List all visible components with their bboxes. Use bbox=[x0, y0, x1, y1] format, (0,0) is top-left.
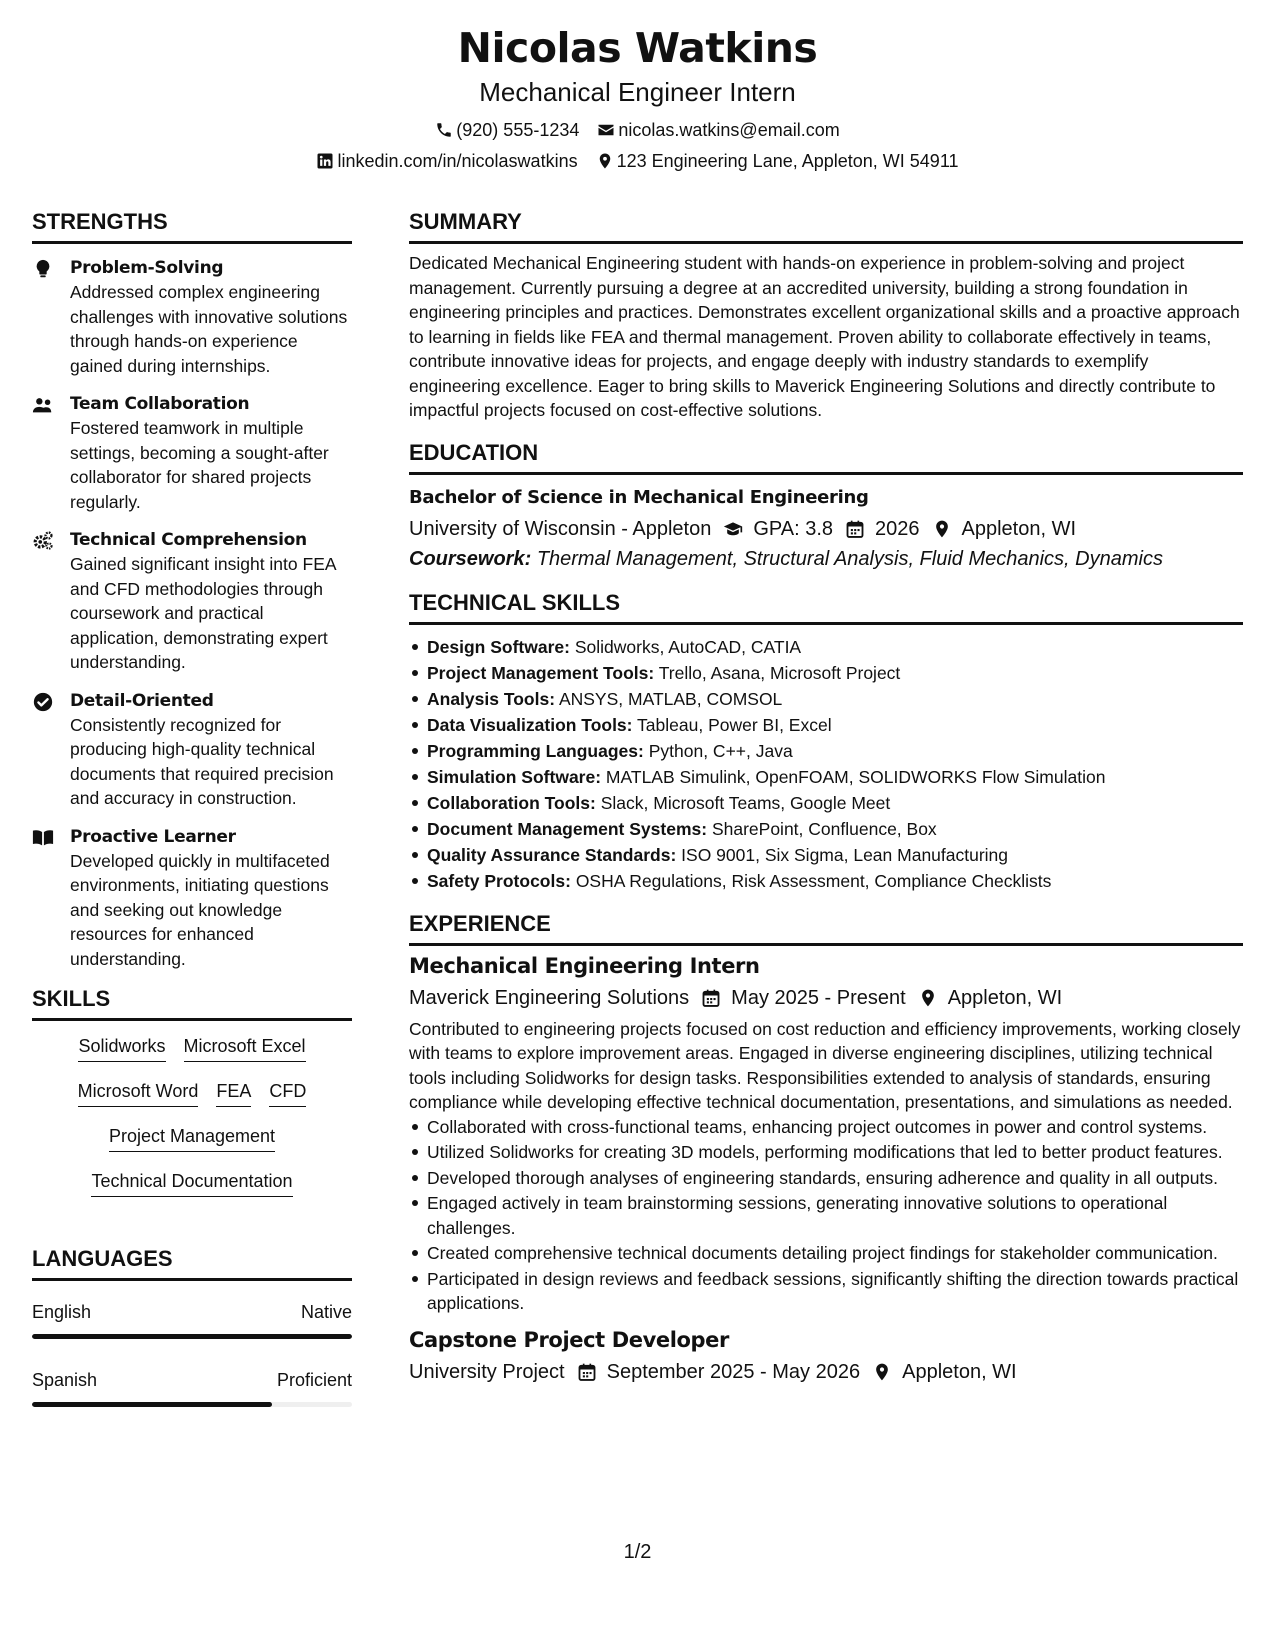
strength-item bbox=[32, 392, 352, 514]
skill-tag: Microsoft Excel bbox=[184, 1035, 306, 1062]
language-level-fill bbox=[32, 1402, 272, 1407]
list-item bbox=[409, 790, 1243, 816]
list-item: Engaged actively in team brainstorming sessions, generating innovative solutions to operational challenges. bbox=[409, 1191, 1243, 1240]
coursework-label: Coursework: bbox=[409, 547, 532, 570]
skills-heading: SKILLS bbox=[32, 985, 352, 1021]
strength-desc: Developed quickly in multifaceted environments, initiating questions and seeking out knowledge resources for enhanced understanding. bbox=[70, 850, 330, 969]
linkedin-text[interactable]: linkedin.com/in/nicolaswatkins bbox=[337, 151, 578, 171]
email-contact[interactable] bbox=[597, 119, 839, 141]
skill-category: Programming Languages: bbox=[427, 740, 644, 761]
address-text: 123 Engineering Lane, Appleton, WI 54911 bbox=[616, 151, 959, 171]
strength-title: Team Collaboration bbox=[70, 394, 250, 414]
skills-section bbox=[32, 985, 352, 1197]
summary-section bbox=[409, 208, 1243, 423]
skill-tag: Technical Documentation bbox=[91, 1170, 292, 1197]
language-level-bar bbox=[32, 1334, 352, 1339]
address-contact bbox=[596, 150, 959, 172]
education-meta bbox=[409, 515, 1243, 543]
skill-category: Project Management Tools: bbox=[427, 662, 655, 683]
skill-tag: Project Management bbox=[109, 1125, 275, 1152]
skill-category: Safety Protocols: bbox=[427, 870, 571, 891]
list-item bbox=[409, 712, 1243, 738]
skill-values: Python, C++, Java bbox=[648, 740, 793, 761]
skill-tag: Solidworks bbox=[78, 1035, 165, 1062]
language-level: Native bbox=[300, 1302, 352, 1322]
skill-values: MATLAB Simulink, OpenFOAM, SOLIDWORKS Flow Simulation bbox=[605, 766, 1106, 787]
contact-row-2 bbox=[0, 150, 1275, 172]
list-item: Utilized Solidworks for creating 3D models, performing modifications that led to better product features. bbox=[409, 1140, 1243, 1165]
resume-header bbox=[0, 22, 1275, 172]
skill-values: Solidworks, AutoCAD, CATIA bbox=[574, 636, 802, 657]
skill-values: SharePoint, Confluence, Box bbox=[711, 818, 937, 839]
skill-values: ANSYS, MATLAB, COMSOL bbox=[558, 688, 783, 709]
education-section bbox=[409, 439, 1243, 573]
list-item: Collaborated with cross-functional teams, enhancing project outcomes in power and control systems. bbox=[409, 1115, 1243, 1140]
linkedin-icon bbox=[316, 152, 334, 170]
job-location: Appleton, WI bbox=[947, 986, 1063, 1009]
job-bullets bbox=[409, 1115, 1243, 1316]
list-item: Created comprehensive technical documents detailing project findings for stakeholder communication. bbox=[409, 1241, 1243, 1266]
calendar-icon bbox=[577, 1362, 597, 1382]
list-item bbox=[409, 816, 1243, 842]
degree: Bachelor of Science in Mechanical Engineering bbox=[409, 486, 869, 508]
technical-skills-section bbox=[409, 589, 1243, 894]
graduation-cap-icon bbox=[723, 519, 743, 539]
gears-icon bbox=[32, 530, 54, 552]
graduation-year: 2026 bbox=[875, 517, 920, 540]
email-text[interactable]: nicolas.watkins@email.com bbox=[618, 120, 840, 140]
skill-category: Simulation Software: bbox=[427, 766, 602, 787]
technical-skills-list bbox=[409, 634, 1243, 894]
strength-item bbox=[32, 689, 352, 811]
map-pin-icon bbox=[918, 988, 938, 1008]
job-dates: May 2025 - Present bbox=[731, 986, 906, 1009]
contact-row-1 bbox=[0, 119, 1275, 141]
skill-values: Slack, Microsoft Teams, Google Meet bbox=[600, 792, 891, 813]
map-pin-icon bbox=[872, 1362, 892, 1382]
list-item bbox=[409, 660, 1243, 686]
language-item bbox=[32, 1369, 352, 1407]
summary-text: Dedicated Mechanical Engineering student with hands-on experience in problem-solving and project management. Currently pursuing a degree at an accredited university, building a strong foundation in engineering principles and practices. Demonstrates excellent organizational skills and a proactive approach to learning in fields like FEA and thermal management. Proven ability to collaborate effectively in teams, contribute innovative ideas for projects, and engage deeply with industry standards to exemplify engineering excellence. Eager to bring skills to Maverick Engineering Solutions and directly contribute to impactful projects focused on cost-effective solutions. bbox=[409, 253, 1240, 420]
list-item bbox=[409, 868, 1243, 894]
skill-tag: CFD bbox=[269, 1080, 306, 1107]
coursework-list: Thermal Management, Structural Analysis, Fluid Mechanics, Dynamics bbox=[536, 547, 1163, 570]
skill-values: ISO 9001, Six Sigma, Lean Manufacturing bbox=[681, 844, 1009, 865]
company-name: University Project bbox=[409, 1360, 565, 1383]
skill-category: Analysis Tools: bbox=[427, 688, 556, 709]
skill-category: Document Management Systems: bbox=[427, 818, 708, 839]
skill-category: Collaboration Tools: bbox=[427, 792, 596, 813]
phone-contact bbox=[435, 119, 579, 141]
experience-section bbox=[409, 910, 1243, 1386]
list-item bbox=[409, 634, 1243, 660]
strengths-heading: STRENGTHS bbox=[32, 208, 352, 244]
candidate-name: Nicolas Watkins bbox=[457, 24, 818, 72]
job-title: Capstone Project Developer bbox=[409, 1327, 729, 1352]
experience-heading: EXPERIENCE bbox=[409, 910, 1243, 946]
language-item bbox=[32, 1301, 352, 1339]
skill-tag: FEA bbox=[216, 1080, 251, 1107]
languages-heading: LANGUAGES bbox=[32, 1245, 352, 1281]
job-meta bbox=[409, 984, 1243, 1012]
job-title: Mechanical Engineering Intern bbox=[409, 953, 760, 978]
strength-item bbox=[32, 528, 352, 675]
strength-desc: Fostered teamwork in multiple settings, becoming a sought-after collaborator for shared projects regularly. bbox=[70, 418, 329, 512]
school-name: University of Wisconsin - Appleton bbox=[409, 517, 712, 540]
job-entry bbox=[409, 1326, 1243, 1386]
job-dates: September 2025 - May 2026 bbox=[606, 1360, 861, 1383]
strength-desc: Consistently recognized for producing high-quality technical documents that required precision and accuracy in construction. bbox=[70, 714, 334, 808]
map-pin-icon bbox=[932, 519, 952, 539]
language-name: Spanish bbox=[32, 1370, 98, 1390]
map-pin-icon bbox=[596, 152, 614, 170]
calendar-icon bbox=[845, 519, 865, 539]
phone-icon bbox=[435, 121, 453, 139]
job-location: Appleton, WI bbox=[902, 1360, 1017, 1383]
check-circle-icon bbox=[32, 691, 54, 713]
list-item bbox=[409, 842, 1243, 868]
right-column bbox=[409, 208, 1243, 1386]
summary-heading: SUMMARY bbox=[409, 208, 1243, 244]
company-name: Maverick Engineering Solutions bbox=[409, 986, 690, 1009]
strength-title: Detail-Oriented bbox=[70, 690, 214, 711]
job-description: Contributed to engineering projects focused on cost reduction and efficiency improvements, working closely with teams to explore improvement areas. Engaged in diverse engineering disciplines, utilizing technical tools including Solidworks for design tasks. Responsibilities extended to analysis of standards, ensuring compliance while developing effective technical documentation, presentations, and simulations as needed. bbox=[409, 1018, 1241, 1112]
language-name: English bbox=[32, 1302, 92, 1322]
skill-values: OSHA Regulations, Risk Assessment, Compliance Checklists bbox=[575, 870, 1052, 891]
strength-item bbox=[32, 256, 352, 378]
school-location: Appleton, WI bbox=[961, 517, 1077, 540]
envelope-icon bbox=[597, 121, 615, 139]
skill-category: Quality Assurance Standards: bbox=[427, 844, 677, 865]
gpa: GPA: 3.8 bbox=[753, 517, 834, 540]
linkedin-contact[interactable] bbox=[316, 150, 577, 172]
calendar-icon bbox=[701, 988, 721, 1008]
list-item bbox=[409, 764, 1243, 790]
lightbulb-icon bbox=[32, 258, 54, 280]
list-item: Developed thorough analyses of engineering standards, ensuring adherence and quality in all outputs. bbox=[409, 1166, 1243, 1191]
language-level: Proficient bbox=[276, 1370, 352, 1390]
skill-category: Design Software: bbox=[427, 636, 570, 657]
job-meta bbox=[409, 1358, 1243, 1386]
languages-section bbox=[32, 1245, 352, 1407]
strength-desc: Gained significant insight into FEA and CFD methodologies through coursework and practical application, demonstrating expert understanding. bbox=[70, 554, 336, 672]
strengths-section bbox=[32, 208, 352, 971]
list-item: Participated in design reviews and feedback sessions, significantly shifting the direction towards practical applications. bbox=[409, 1267, 1243, 1316]
education-heading: EDUCATION bbox=[409, 439, 1243, 475]
strength-desc: Addressed complex engineering challenges with innovative solutions through hands-on experience gained during internships. bbox=[70, 282, 348, 376]
technical-skills-heading: TECHNICAL SKILLS bbox=[409, 589, 1243, 625]
strength-title: Technical Comprehension bbox=[70, 530, 307, 550]
job-entry bbox=[409, 952, 1243, 1316]
skill-tag: Microsoft Word bbox=[78, 1080, 199, 1107]
list-item bbox=[409, 738, 1243, 764]
book-icon bbox=[32, 827, 54, 849]
phone-text: (920) 555-1234 bbox=[456, 120, 580, 140]
language-level-bar bbox=[32, 1402, 352, 1407]
candidate-title: Mechanical Engineer Intern bbox=[479, 77, 796, 107]
strength-title: Problem-Solving bbox=[70, 258, 224, 278]
skill-category: Data Visualization Tools: bbox=[427, 714, 633, 735]
strength-title: Proactive Learner bbox=[70, 826, 236, 847]
skill-values: Tableau, Power BI, Excel bbox=[637, 714, 832, 735]
list-item bbox=[409, 686, 1243, 712]
strength-item bbox=[32, 825, 352, 972]
skill-tags bbox=[32, 1035, 352, 1197]
users-icon bbox=[32, 394, 54, 416]
left-column bbox=[32, 208, 352, 1407]
skill-values: Trello, Asana, Microsoft Project bbox=[658, 662, 901, 683]
language-level-fill bbox=[32, 1334, 352, 1339]
page-number: 1/2 bbox=[623, 1541, 652, 1563]
coursework bbox=[409, 545, 1243, 573]
